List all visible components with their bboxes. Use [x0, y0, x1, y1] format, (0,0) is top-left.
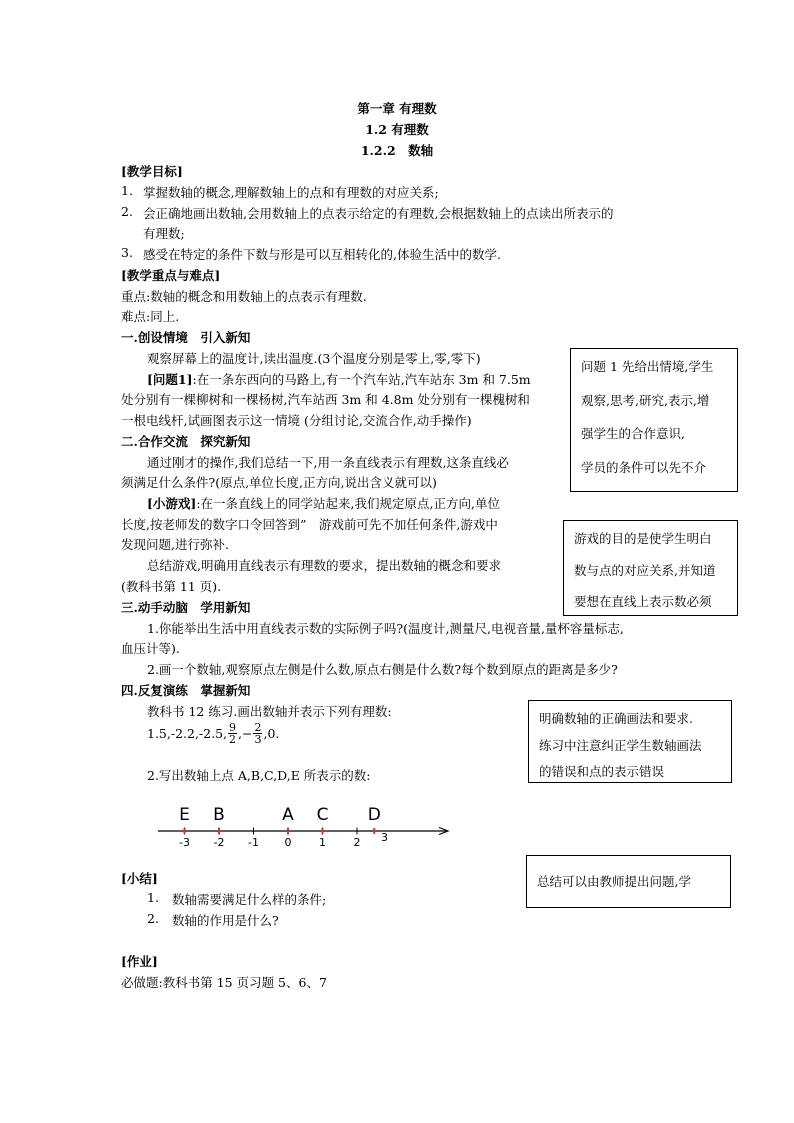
note-2-line: 游戏的目的是使学生明白 [574, 531, 712, 546]
goals-heading: [教学目标] [121, 164, 183, 179]
note-2-line: 数与点的对应关系,并知道 [574, 562, 716, 578]
number-line-tick-label: -3 [179, 836, 190, 849]
number-line-tick-label: 1 [319, 836, 326, 849]
section-3-question-2: 2.画一个数轴,观察原点左侧是什么数,原点右侧是什么数?每个数到原点的距离是多少? [147, 662, 618, 677]
summary-1-text: 数轴需要满足什么样的条件; [172, 892, 327, 907]
fraction-2-denominator: 3 [254, 733, 262, 746]
note-1-line: 观察,思考,研究,表示,增 [581, 392, 710, 408]
number-line-tick-label: -1 [248, 836, 259, 849]
goal-3-text: 感受在特定的条件下数与形是可以互相转化的,体验生活中的数学. [143, 247, 501, 262]
exercise-1-text: 教科书 12 练习.画出数轴并表示下列有理数: [147, 704, 392, 719]
goal-1-number: 1. [121, 183, 133, 198]
number-line-point-label: D [367, 805, 381, 825]
goal-2-text: 会正确地画出数轴,会用数轴上的点表示给定的有理数,会根据数轴上的点读出所表示的 [143, 206, 614, 221]
section-2-paragraph-line-2: 须满足什么条件?(原点,单位长度,正方向,说出含义就可以) [121, 475, 437, 490]
note-3-line: 练习中注意纠正学生数轴画法 [539, 737, 702, 753]
note-2-line: 要想在直线上表示数必须 [574, 594, 712, 609]
game-summary-line-2: (教科书第 11 页). [121, 579, 222, 594]
goal-2-continuation: 有理数; [143, 226, 185, 241]
section-3-question-1-line-2: 血压计等). [121, 641, 180, 656]
note-3-line: 明确数轴的正确画法和要求. [539, 711, 693, 726]
exercise-1-numbers [147, 722, 279, 745]
numbers-suffix: ,0. [263, 726, 280, 741]
note-4-line: 总结可以由教师提出问题,学 [537, 874, 691, 889]
section-4-heading: 四.反复演练 掌握新知 [121, 683, 251, 698]
key-point-text: 重点:数轴的概念和用数轴上的点表示有理数. [121, 289, 367, 304]
number-line-tick-label: 0 [284, 836, 292, 849]
homework-heading: [作业] [121, 954, 158, 969]
fraction-1-denominator: 2 [229, 733, 237, 746]
section-2-paragraph-line-1: 通过刚才的操作,我们总结一下,用一条直线表示有理数,这条直线必 [147, 455, 509, 470]
numbers-separator: ,− [238, 726, 253, 741]
exercise-2-text: 2.写出数轴上点 A,B,C,D,E 所表示的数: [147, 768, 371, 783]
game-summary-line-1: 总结游戏,明确用直线表示有理数的要求，提出数轴的概念和要求 [147, 558, 501, 573]
number-line-tick-label: -2 [213, 836, 225, 849]
section-1-heading: 一.创设情境 引入新知 [121, 330, 251, 345]
summary-2-text: 数轴的作用是什么? [172, 913, 279, 928]
side-note-problem-1 [570, 348, 738, 492]
note-3-line: 的错误和点的表示错误 [539, 764, 665, 779]
keypoints-heading: [教学重点与难点] [121, 268, 221, 283]
difficulty-text: 难点:同上. [121, 309, 180, 324]
goal-1-text: 掌握数轴的概念,理解数轴上的点和有理数的对应关系; [143, 185, 439, 200]
note-1-line: 强学生的合作意识, [581, 426, 685, 441]
goal-2-number: 2. [121, 204, 133, 219]
problem-1-line-2: 处分别有一棵柳树和一棵杨树,汽车站西 3m 和 4.8m 处分别有一棵槐树和 [121, 392, 530, 407]
side-note-summary [526, 855, 731, 908]
number-line-point-label: E [179, 805, 190, 825]
game-text: :在一条直线上的同学站起来,我们规定原点,正方向,单位 [196, 496, 500, 511]
section-1-paragraph: 观察屏幕上的温度计,读出温度.(3个温度分别是零上,零,零下) [147, 351, 481, 366]
summary-heading: [小结] [121, 871, 158, 886]
section-3-heading: 三.动手动脑 学用新知 [121, 600, 251, 615]
game-line-2: 长度,按老师发的数字口令回答到” 游戏前可先不加任何条件,游戏中 [121, 517, 498, 532]
problem-1-line-3: 一根电线杆,试画图表示这一情境 (分组讨论,交流合作,动手操作) [121, 413, 472, 428]
number-line-figure [150, 792, 460, 854]
note-1-line: 学员的条件可以先不介 [581, 459, 707, 475]
side-note-exercise [528, 700, 732, 783]
fraction-two-thirds [253, 722, 262, 745]
number-line-point-label: C [316, 805, 329, 825]
subsection-title: 1.2.2 数轴 [360, 143, 434, 158]
fraction-2-numerator: 2 [254, 721, 262, 734]
problem-1-text: :在一条东西向的马路上,有一个汽车站,汽车站东 3m 和 7.5m [192, 372, 531, 387]
fraction-1-numerator: 9 [229, 721, 237, 734]
section-2-heading: 二.合作交流 探究新知 [121, 434, 251, 449]
fraction-nine-halves [228, 722, 237, 745]
number-line-tick-label: 3 [381, 831, 388, 844]
chapter-title: 第一章 有理数 [357, 101, 437, 116]
number-line-point-label: B [213, 805, 225, 825]
summary-1-number: 1. [147, 890, 159, 905]
goal-3-number: 3. [121, 245, 133, 260]
number-line-point-label: A [282, 805, 294, 825]
numbers-prefix: 1.5,-2.2,-2.5, [147, 726, 228, 741]
number-line-tick-label: 2 [353, 836, 361, 849]
game-line-3: 发现问题,进行弥补. [121, 537, 229, 552]
problem-1-line-1 [147, 370, 531, 388]
game-label: [小游戏] [147, 496, 197, 511]
side-note-game [563, 520, 738, 616]
summary-2-number: 2. [147, 911, 159, 926]
note-1-line: 问题 1 先给出情境,学生 [581, 359, 714, 374]
section-3-question-1-line-1: 1.你能举出生活中用直线表示数的实际例子吗?(温度计,测量尺,电视音量,量杯容量标志, [147, 621, 624, 636]
section-title: 1.2 有理数 [365, 122, 429, 137]
problem-1-label: [问题1] [147, 372, 193, 387]
homework-text: 必做题:教科书第 15 页习题 5、6、7 [121, 975, 327, 990]
game-line-1 [147, 494, 500, 512]
